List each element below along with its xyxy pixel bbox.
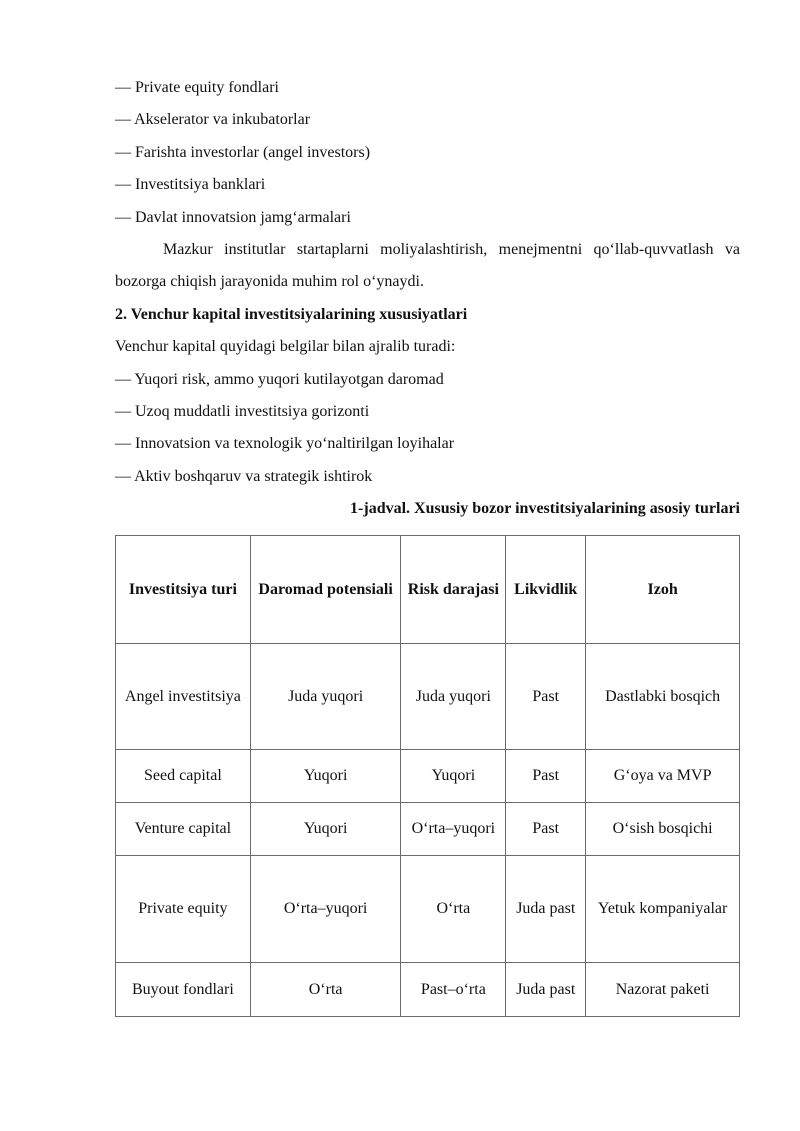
- list-item: — Aktiv boshqaruv va strategik ishtirok: [115, 467, 373, 485]
- table-cell: Yuqori: [250, 750, 401, 803]
- body-paragraph: Mazkur institutlar startaplarni moliyalashtirish, menejmentni qo‘llab-quvvatlash va bozorga chiqish jarayonida muhim rol o‘ynaydi.: [115, 240, 740, 291]
- header-cell: Daromad potensiali: [250, 536, 401, 644]
- header-cell: Izoh: [586, 536, 740, 644]
- list-item: — Innovatsion va texnologik yo‘naltirilgan loyihalar: [115, 435, 455, 453]
- table-cell: Yuqori: [401, 750, 506, 803]
- table-cell: Juda yuqori: [250, 644, 401, 750]
- list-item: — Farishta investorlar (angel investors): [115, 143, 371, 161]
- section-heading: 2. Venchur kapital investitsiyalarining xususiyatlari: [115, 305, 468, 323]
- table-cell: O‘sish bosqichi: [586, 803, 740, 856]
- list-item: — Uzoq muddatli investitsiya gorizonti: [115, 402, 370, 420]
- table-cell: Past: [506, 644, 586, 750]
- table-cell: Past: [506, 803, 586, 856]
- table-row: [116, 803, 740, 856]
- table-row: [116, 856, 740, 963]
- table-caption: 1-jadval. Xususiy bozor investitsiyalarining asosiy turlari: [350, 500, 740, 518]
- table-row: [116, 750, 740, 803]
- table-cell: Yetuk kompaniyalar: [586, 856, 740, 963]
- table-cell: Buyout fondlari: [116, 963, 251, 1017]
- table-cell: Past: [506, 750, 586, 803]
- table-cell: O‘rta: [250, 963, 401, 1017]
- table-cell: Juda yuqori: [401, 644, 506, 750]
- table-cell: Private equity: [116, 856, 251, 963]
- table-row: [116, 963, 740, 1017]
- list-item: — Davlat innovatsion jamg‘armalari: [115, 208, 351, 226]
- table-cell: Angel investitsiya: [116, 644, 251, 750]
- list-item: — Investitsiya banklari: [115, 176, 266, 194]
- table-cell: O‘rta–yuqori: [250, 856, 401, 963]
- document-page: [115, 72, 740, 1017]
- investment-types-table: [115, 535, 740, 1017]
- table-cell: O‘rta: [401, 856, 506, 963]
- table-cell: O‘rta–yuqori: [401, 803, 506, 856]
- table-cell: Yuqori: [250, 803, 401, 856]
- header-cell: Investitsiya turi: [116, 536, 251, 644]
- intro-text: Venchur kapital quyidagi belgilar bilan ajralib turadi:: [115, 338, 456, 356]
- list-item: — Private equity fondlari: [115, 79, 279, 96]
- table-cell: Venture capital: [116, 803, 251, 856]
- header-cell: Risk darajasi: [401, 536, 506, 644]
- table-cell: Juda past: [506, 963, 586, 1017]
- features-list: [115, 364, 740, 494]
- table-cell: Past–o‘rta: [401, 963, 506, 1017]
- table-cell: Seed capital: [116, 750, 251, 803]
- table-cell: G‘oya va MVP: [586, 750, 740, 803]
- list-item: — Akselerator va inkubatorlar: [115, 111, 311, 129]
- table-row: [116, 644, 740, 750]
- table-cell: Juda past: [506, 856, 586, 963]
- table-cell: Nazorat paketi: [586, 963, 740, 1017]
- investor-types-list: [115, 72, 740, 234]
- table-header-row: [116, 536, 740, 644]
- header-cell: Likvidlik: [506, 536, 586, 644]
- list-item: — Yuqori risk, ammo yuqori kutilayotgan daromad: [115, 370, 444, 388]
- table-cell: Dastlabki bosqich: [586, 644, 740, 750]
